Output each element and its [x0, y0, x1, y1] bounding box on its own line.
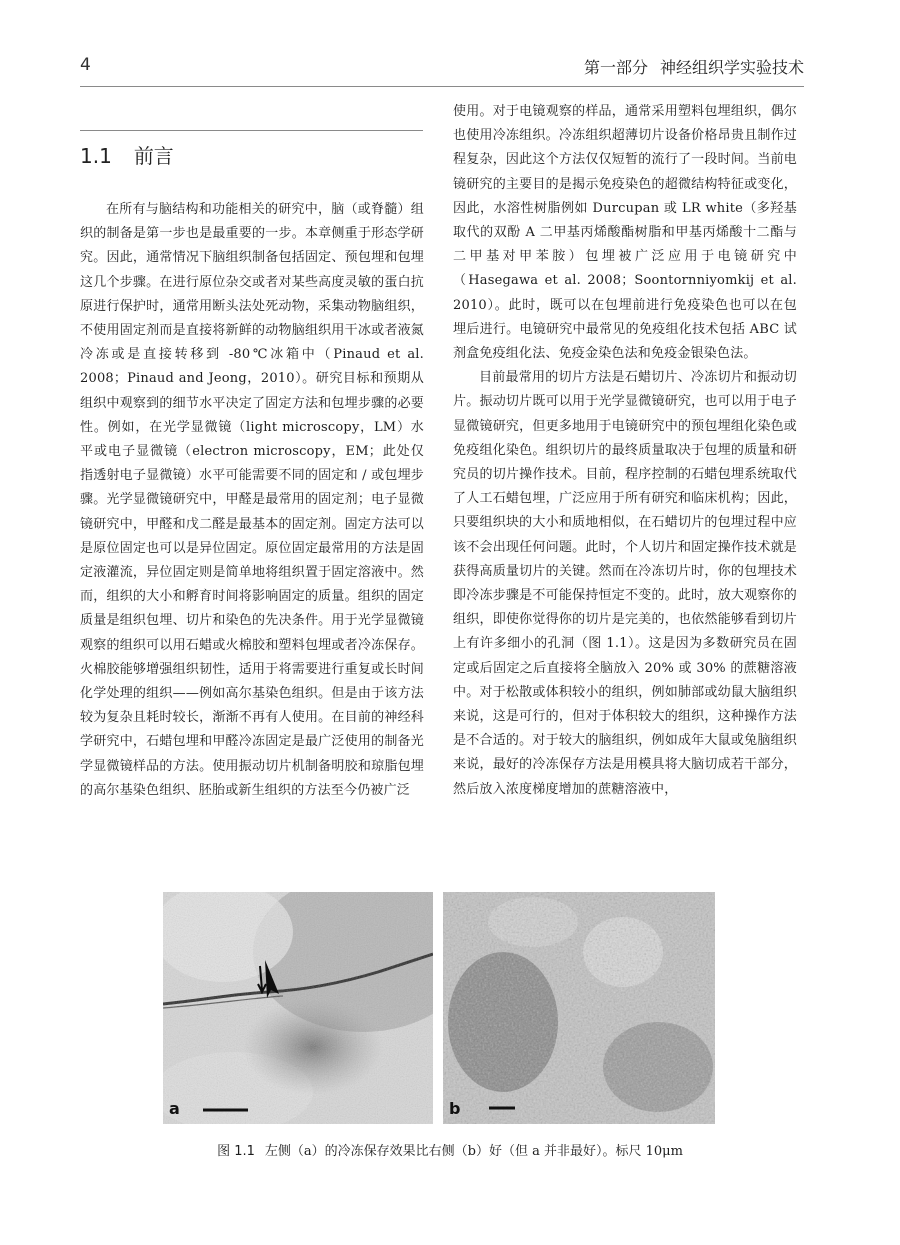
running-head-part: 第一部分: [583, 58, 648, 77]
running-head-title: 神经组织学实验技术: [659, 58, 804, 77]
page-number: 4: [80, 55, 91, 75]
right-column: [453, 100, 797, 802]
body-paragraph: 目前最常用的切片方法是石蜡切片、冷冻切片和振动切片。振动切片既可以用于光学显微镜研究，也可以用于电子显微镜研究，但更多地用于电镜研究中的预包埋组化染色或免疫组化染色。组织切片的最终质量取决于包埋的质量和研究员的切片操作技术。目前，程序控制的石蜡包埋系统取代了人工石蜡包埋，广泛应用于所有研究和临床机构；因此，只要组织块的大小和质地相似，在石蜡切片的包埋过程中应该不会出现任何问题。此时，个人切片和固定操作技术就是获得高质量切片的关键。然而在冷冻切片时，你的包埋技术即冷冻步骤是不可能保持恒定不变的。此时，放大观察你的组织，即使你觉得你的切片是完美的，也依然能够看到切片上有许多细小的孔洞（图 1.1）。这是因为多数研究员在固定或后固定之后直接将全脑放入 20% 或 30% 的蔗糖溶液中。对于松散或体积较小的组织，例如肺部或幼鼠大脑组织来说，这是可行的，但对于体积较大的组织，这种操作方法是不合适的。对于较大的脑组织，例如成年大鼠或兔脑组织来说，最好的冷冻保存方法是用模具将大脑切成若干部分，然后放入浓度梯度增加的蔗糖溶液中，: [453, 370, 797, 797]
micrograph-a: [163, 892, 433, 1124]
header-rule: [80, 86, 804, 87]
figure-panel-b: [443, 892, 715, 1124]
section-title: 前言: [133, 144, 174, 168]
section-rule: [80, 130, 423, 131]
figure-panel-a: [163, 892, 433, 1124]
figure-caption: [0, 1140, 900, 1159]
figure-caption-text: 左侧（a）的冷冻保存效果比右侧（b）好（但 a 并非最好）。标尺 10μm: [264, 1144, 683, 1159]
micrograph-b: [443, 892, 715, 1124]
body-paragraph-continuation: 使用。对于电镜观察的样品，通常采用塑料包埋组织，偶尔也使用冷冻组织。冷冻组织超薄切片设备价格昂贵且制作过程复杂，因此这个方法仅仅短暂的流行了一段时间。当前电镜研究的主要目的是揭示免疫染色的超微结构特征或变化，因此，水溶性树脂例如 Durcupan 或 LR white（多羟基取代的双酚 A 二甲基丙烯酸酯树脂和甲基丙烯酸十二酯与二甲基对甲苯胺）包埋被广泛应用于电镜研究中（Hasegawa et al. 2008；Soontornniyomkij et al. 2010）。此时，既可以在包埋前进行免疫染色也可以在包埋后进行。电镜研究中最常见的免疫组化技术包括 ABC 试剂盒免疫组化法、免疫金染色法和免疫金银染色法。: [453, 104, 797, 362]
left-column: [80, 198, 424, 803]
panel-label-b: b: [449, 1099, 461, 1118]
panel-label-a: a: [169, 1099, 180, 1118]
section-number: 1.1: [80, 144, 112, 168]
body-paragraph: 在所有与脑结构和功能相关的研究中，脑（或脊髓）组织的制备是第一步也是最重要的一步。本章侧重于形态学研究。因此，通常情况下脑组织制备包括固定、预包埋和包埋这几个步骤。在进行原位杂交或者对某些高度灵敏的蛋白抗原进行保护时，通常用断头法处死动物，采集动物脑组织，不使用固定剂而是直接将新鲜的动物脑组织用干冰或者液氮冷冻或是直接转移到 -80℃冰箱中（Pinaud et al. 2008；Pinaud and Jeong，2010）。研究目标和预期从组织中观察到的细节水平决定了固定方法和包埋步骤的必要性。例如，在光学显微镜（light microscopy，LM）水平或电子显微镜（electron microscopy，EM；此处仅指透射电子显微镜）水平可能需要不同的固定和 / 或包埋步骤。光学显微镜研究中，甲醛是最常用的固定剂；电子显微镜研究中，甲醛和戊二醛是最基本的固定剂。固定方法可以是原位固定也可以是异位固定。原位固定最常用的方法是固定液灌流，异位固定则是简单地将组织置于固定溶液中。然而，组织的大小和孵育时间将影响固定的质量。组织的固定质量是组织包埋、切片和染色的先决条件。用于光学显微镜观察的组织可以用石蜡或火棉胶和塑料包埋或者冷冻保存。火棉胶能够增强组织韧性，适用于将需要进行重复或长时间化学处理的组织——例如高尔基染色组织。但是由于该方法较为复杂且耗时较长，渐渐不再有人使用。在目前的神经科学研究中，石蜡包埋和甲醛冷冻固定是最广泛使用的制备光学显微镜样品的方法。使用振动切片机制备明胶和琼脂包埋的高尔基染色组织、胚胎或新生组织的方法至今仍被广泛: [80, 202, 424, 798]
section-heading: [80, 140, 174, 169]
figure-caption-label: 图 1.1: [217, 1144, 255, 1159]
running-head: [584, 55, 804, 78]
